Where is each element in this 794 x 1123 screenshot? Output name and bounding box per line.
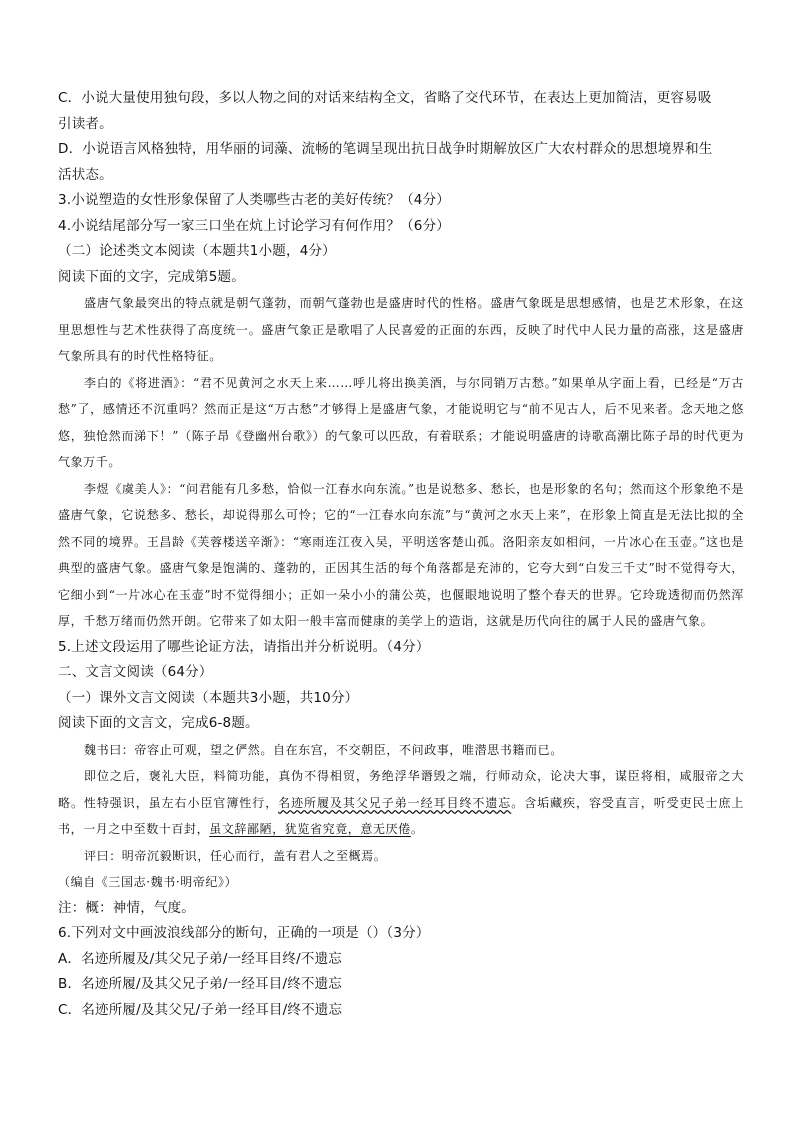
classical-text-c: 。 (410, 822, 424, 836)
classical-paragraph-2 (58, 763, 744, 843)
q2-option-c: C．小说大量使用独句段，多以人物之间的对话来结构全文，省略了交代环节，在表达上更加简洁，更容易吸 (58, 90, 712, 106)
question-4: 4.小说结尾部分写一家三口坐在炕上讨论学习有何作用？（6分） (58, 217, 450, 234)
classical-text-a: 即位之后，褒礼大臣，料简功能，真伪不得相贸，务绝浮华谮毁之端，行师动众，论决大事，谋臣将相，咸服帝之大略。性特强识，虽左右小臣官簿性行， (58, 769, 744, 810)
question-6-option-c: C．名迹所履/及其父兄/子弟一经耳目/终不遗忘 (58, 1001, 343, 1018)
part-2-section-1-title: （一）课外文言文阅读（本题共3小题，共10分） (58, 689, 359, 706)
question-3: 3.小说塑造的女性形象保留了人类哪些古老的美好传统？（4分） (58, 192, 450, 208)
q2-option-c-continuation: 引读者。 (58, 115, 113, 132)
section-2-title: （二）论述类文本阅读（本题共1小题，4分） (58, 243, 336, 259)
underlined-sentence: 虽文辞鄙陋，犹览省究竟，意无厌倦 (209, 822, 411, 836)
source-citation: （编自《三国志·魏书·明帝纪》） (58, 875, 238, 889)
essay-paragraph-2: 李白的《将进酒》：“君不见黄河之水天上来……呼儿将出换美酒，与尔同销万古愁。”如果单从字面上看，已经是“万古愁”了，感情还不沉重吗？然而正是这“万古愁”才够得上是盛唐气象，才能说明它与“前不见古人，后不见来者。念天地之悠悠，独怆然而涕下！”（陈子昂《登幽州台歌》）的气象可以匹敌，有着联系；才能说明盛唐的诗歌高潮比陈子昂的时代更为气象万千。 (58, 375, 744, 469)
part-2-instruction: 阅读下面的文言文，完成6-8题。 (58, 715, 259, 731)
wavy-underlined-sentence: 名迹所履及其父兄子弟一经耳目终不遗忘 (278, 795, 512, 810)
classical-paragraph-1: 魏书曰：帝容止可观，望之俨然。自在东宫，不交朝臣，不问政事，唯潜思书籍而已。 (84, 742, 563, 757)
question-6-option-b: B．名迹所履/及其父兄子弟/一经耳目/终不遗忘 (58, 976, 343, 992)
question-6-option-a: A．名迹所履及/其父兄子弟/一经耳目终/不遗忘 (58, 950, 342, 967)
q2-option-d: D．小说语言风格独特，用华丽的词藻、流畅的笔调呈现出抗日战争时期解放区广大农村群众的思想境界和生 (58, 141, 713, 157)
question-5: 5.上述文段运用了哪些论证方法，请指出并分析说明。（4分） (58, 638, 430, 655)
q2-option-d-continuation: 活状态。 (58, 166, 113, 183)
essay-paragraph-1: 盛唐气象最突出的特点就是朝气蓬勃，而朝气蓬勃也是盛唐时代的性格。盛唐气象既是思想感情，也是艺术形象，在这里思想性与艺术性获得了高度统一。盛唐气象正是歌唱了人民喜爱的正面的东西，反映了时代中人民力量的高涨，这是盛唐气象所具有的时代性格特征。 (58, 296, 744, 363)
question-6-stem: 6.下列对文中画波浪线部分的断句，正确的一项是（）（3分） (58, 925, 430, 941)
classical-paragraph-3: 评曰：明帝沉毅断识，任心而行，盖有君人之至概焉。 (84, 848, 387, 863)
document-page (58, 86, 744, 1023)
essay-paragraph-3: 李煜《虞美人》：“问君能有几多愁，恰似一江春水向东流。”也是说愁多、愁长，也是形象的名句；然而这个形象绝不是盛唐气象，它说愁多、愁长，却说得那么可怜；它的“一江春水向东流”与“黄河之水天上来”，在形象上简直是无法比拟的全然不同的境界。王昌龄《芙蓉楼送辛渐》：“寒雨连江夜入吴，平明送客楚山孤。洛阳亲友如相问，一片冰心在玉壶。”这也是典型的盛唐气象。盛唐气象是饱满的、蓬勃的，正因其生活的每个角落都是充沛的，它夸大到“白发三千丈”时不觉得夸大，它细小到“一片冰心在玉壶”时不觉得细小；正如一朵小小的蒲公英，也偃眼地说明了整个春天的世界。它玲珑透彻而仍然浑厚，千愁万绪而仍然开朗。它带来了如太阳一般丰富而健康的美学上的造诣，这就是历代向往的属于人民的盛唐气象。 (58, 481, 744, 628)
section-2-instruction: 阅读下面的文字，完成第5题。 (58, 268, 245, 285)
part-2-title: 二、文言文阅读（64分） (58, 664, 213, 680)
classical-text-b: 。含垢藏疾，容受直言，听受吏民士庶上书，一月之中至数十百封， (58, 795, 744, 836)
annotation-note: 注：概：神情，气度。 (58, 899, 195, 916)
